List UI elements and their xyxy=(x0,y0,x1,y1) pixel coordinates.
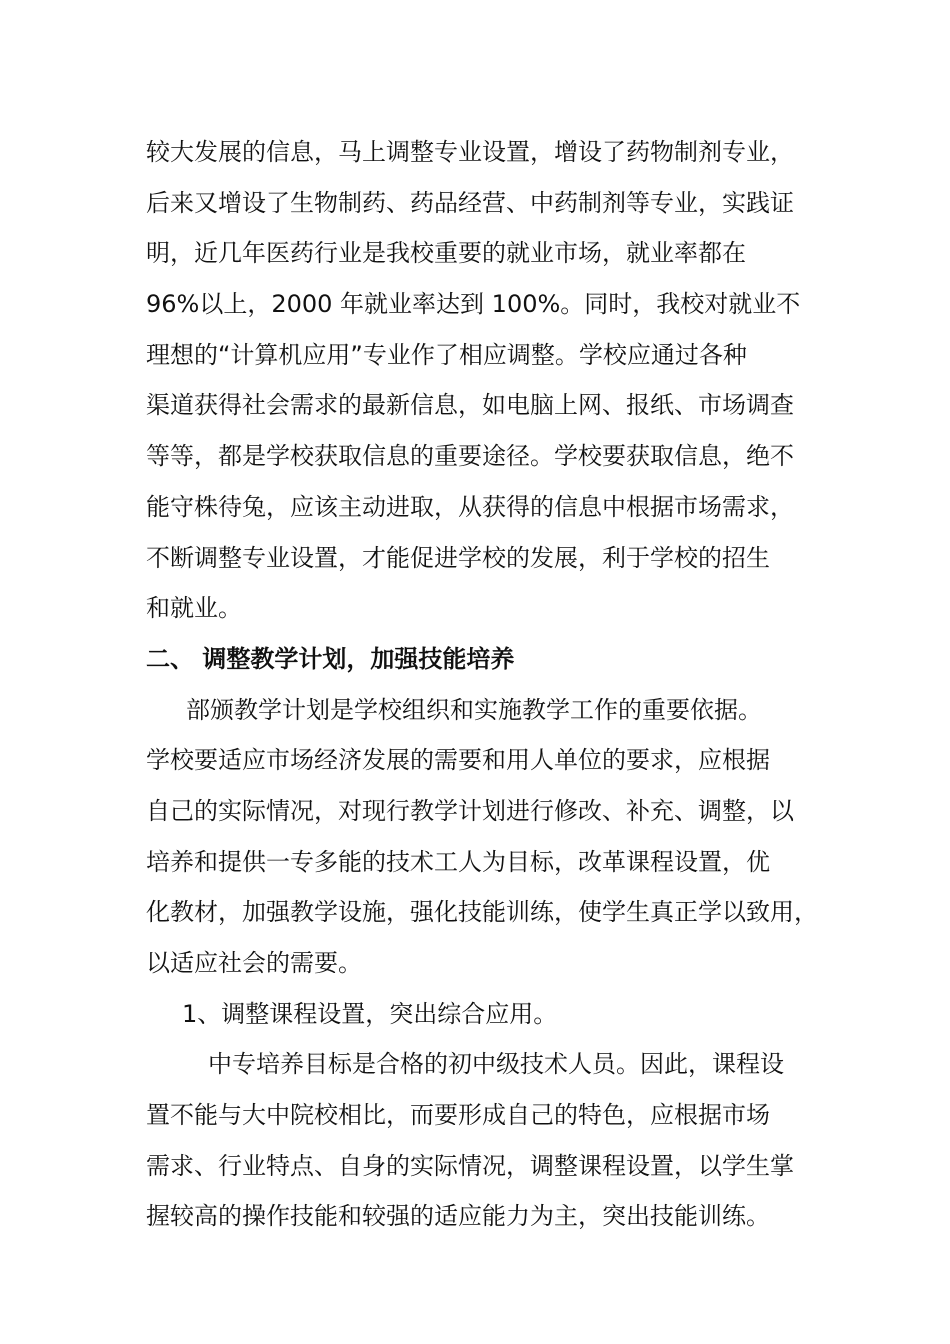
paragraph-1-line: 能守株待兔，应该主动进取，从获得的信息中根据市场需求， xyxy=(146,492,794,521)
document-body xyxy=(146,127,836,1242)
paragraph-1-line: 和就业。 xyxy=(146,594,242,623)
paragraph-1-line: 不断调整专业设置，才能促进学校的发展，利于学校的招生 xyxy=(146,543,770,572)
paragraph-2-line: 以适应社会的需要。 xyxy=(146,949,362,977)
paragraph-2-line: 化教材，加强教学设施，强化技能训练，使学生真正学以致用， xyxy=(146,898,818,927)
paragraph-1-line: 较大发展的信息，马上调整专业设置，增设了药物制剂专业， xyxy=(146,138,794,166)
paragraph-2-line: 学校要适应市场经济发展的需要和用人单位的要求，应根据 xyxy=(146,746,770,775)
paragraph-1-line: 后来又增设了生物制药、药品经营、中药制剂等专业，实践证 xyxy=(146,188,794,217)
paragraph-1-line: 渠道获得社会需求的最新信息，如电脑上网、报纸、市场调查 xyxy=(146,391,794,420)
subsection-heading: 1、调整课程设置，突出综合应用。 xyxy=(182,999,558,1028)
paragraph-3-line: 握较高的操作技能和较强的适应能力为主，突出技能训练。 xyxy=(146,1202,770,1231)
paragraph-1-line: 明，近几年医药行业是我校重要的就业市场，就业率都在 xyxy=(146,239,746,268)
paragraph-2-line: 自己的实际情况，对现行教学计划进行修改、补充、调整，以 xyxy=(146,796,794,825)
paragraph-3-line: 需求、行业特点、自身的实际情况，调整课程设置，以学生掌 xyxy=(146,1151,794,1180)
paragraph-3-line: 置不能与大中院校相比，而要形成自己的特色，应根据市场 xyxy=(146,1101,770,1130)
paragraph-1-line: 理想的“计算机应用”专业作了相应调整。学校应通过各种 xyxy=(146,340,747,369)
paragraph-1-line: 96%以上，2000 年就业率达到 100%。同时，我校对就业不 xyxy=(146,290,801,319)
paragraph-2-line: 部颁教学计划是学校组织和实施教学工作的重要依据。 xyxy=(186,695,762,724)
paragraph-1-line: 等等，都是学校获取信息的重要途径。学校要获取信息，绝不 xyxy=(146,442,794,471)
section-heading: 二、 调整教学计划，加强技能培养 xyxy=(146,644,515,673)
paragraph-3-line: 中专培养目标是合格的初中级技术人员。因此，课程设 xyxy=(208,1050,784,1079)
paragraph-2-line: 培养和提供一专多能的技术工人为目标，改革课程设置，优 xyxy=(146,847,770,876)
